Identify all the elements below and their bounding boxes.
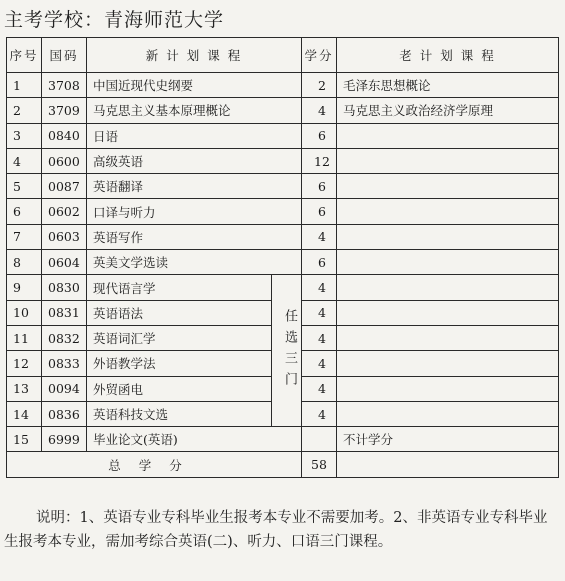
course-credit: 4 xyxy=(302,401,337,426)
elective-choose-three-label: 任选三门 xyxy=(272,275,302,427)
old-plan-course xyxy=(337,275,559,300)
table-row xyxy=(7,427,559,452)
course-credit: 4 xyxy=(302,376,337,401)
course-name: 英语科技文选 xyxy=(87,401,272,426)
table-body xyxy=(7,73,559,478)
course-code: 6999 xyxy=(42,427,87,452)
course-code: 0832 xyxy=(42,325,87,350)
old-plan-course xyxy=(337,351,559,376)
course-name: 英语语法 xyxy=(87,300,272,325)
row-number: 8 xyxy=(7,250,42,275)
row-number: 9 xyxy=(7,275,42,300)
row-number: 13 xyxy=(7,376,42,401)
row-number: 5 xyxy=(7,174,42,199)
total-old-empty xyxy=(337,452,559,477)
row-number: 6 xyxy=(7,199,42,224)
old-plan-course xyxy=(337,123,559,148)
row-number: 7 xyxy=(7,224,42,249)
col-header-new-course: 新 计 划 课 程 xyxy=(87,38,302,73)
course-code: 3708 xyxy=(42,73,87,98)
old-plan-course: 马克思主义政治经济学原理 xyxy=(337,98,559,123)
old-plan-course xyxy=(337,199,559,224)
course-code: 0602 xyxy=(42,199,87,224)
course-credit: 4 xyxy=(302,300,337,325)
old-plan-course: 不计学分 xyxy=(337,427,559,452)
course-credit: 12 xyxy=(302,148,337,173)
old-plan-course xyxy=(337,174,559,199)
course-name: 英语词汇学 xyxy=(87,325,272,350)
course-name: 英语翻译 xyxy=(87,174,302,199)
course-credit: 6 xyxy=(302,123,337,148)
course-code: 0600 xyxy=(42,148,87,173)
col-header-code: 国码 xyxy=(42,38,87,73)
row-number: 12 xyxy=(7,351,42,376)
course-name: 英语写作 xyxy=(87,224,302,249)
old-plan-course xyxy=(337,224,559,249)
course-code: 0833 xyxy=(42,351,87,376)
course-code: 0840 xyxy=(42,123,87,148)
page-heading: 主考学校：青海师范大学 xyxy=(4,9,225,31)
row-number: 3 xyxy=(7,123,42,148)
course-credit: 6 xyxy=(302,250,337,275)
table-row xyxy=(7,174,559,199)
course-credit: 4 xyxy=(302,351,337,376)
explanation-note: 说明：1、英语专业专科毕业生报考本专业不需要加考。2、非英语专业专科毕业生报考本专业，需加考综合英语(二)、听力、口语三门课程。 xyxy=(4,510,548,550)
course-code: 0094 xyxy=(42,376,87,401)
table-header-row xyxy=(7,38,559,73)
col-header-credit: 学分 xyxy=(302,38,337,73)
course-name: 外贸函电 xyxy=(87,376,272,401)
course-code: 0836 xyxy=(42,401,87,426)
course-credit: 2 xyxy=(302,73,337,98)
table-row xyxy=(7,98,559,123)
col-header-old-course: 老 计 划 课 程 xyxy=(337,38,559,73)
row-number: 10 xyxy=(7,300,42,325)
course-code: 0087 xyxy=(42,174,87,199)
row-number: 14 xyxy=(7,401,42,426)
table-row xyxy=(7,275,559,300)
col-header-no: 序号 xyxy=(7,38,42,73)
course-credit: 4 xyxy=(302,325,337,350)
course-code: 0603 xyxy=(42,224,87,249)
course-name: 中国近现代史纲要 xyxy=(87,73,302,98)
course-code: 0604 xyxy=(42,250,87,275)
course-credit: 6 xyxy=(302,174,337,199)
course-name: 日语 xyxy=(87,123,302,148)
row-number: 4 xyxy=(7,148,42,173)
course-name: 现代语言学 xyxy=(87,275,272,300)
row-number: 11 xyxy=(7,325,42,350)
row-number: 2 xyxy=(7,98,42,123)
course-name: 毕业论文(英语) xyxy=(87,427,302,452)
course-name: 英美文学选读 xyxy=(87,250,302,275)
table-row xyxy=(7,148,559,173)
old-plan-course xyxy=(337,401,559,426)
old-plan-course xyxy=(337,300,559,325)
old-plan-course xyxy=(337,148,559,173)
table-row xyxy=(7,199,559,224)
old-plan-course xyxy=(337,250,559,275)
old-plan-course: 毛泽东思想概论 xyxy=(337,73,559,98)
table-row xyxy=(7,73,559,98)
row-number: 15 xyxy=(7,427,42,452)
table-row xyxy=(7,123,559,148)
curriculum-table xyxy=(6,37,559,478)
course-credit xyxy=(302,427,337,452)
table-row xyxy=(7,224,559,249)
course-credit: 4 xyxy=(302,224,337,249)
course-code: 0831 xyxy=(42,300,87,325)
total-credits-label: 总学分 xyxy=(7,452,302,477)
table-row xyxy=(7,250,559,275)
course-name: 口译与听力 xyxy=(87,199,302,224)
total-credits-value: 58 xyxy=(302,452,337,477)
old-plan-course xyxy=(337,325,559,350)
row-number: 1 xyxy=(7,73,42,98)
old-plan-course xyxy=(337,376,559,401)
course-name: 高级英语 xyxy=(87,148,302,173)
course-code: 3709 xyxy=(42,98,87,123)
course-credit: 6 xyxy=(302,199,337,224)
course-name: 马克思主义基本原理概论 xyxy=(87,98,302,123)
course-name: 外语教学法 xyxy=(87,351,272,376)
total-row xyxy=(7,452,559,477)
course-code: 0830 xyxy=(42,275,87,300)
course-credit: 4 xyxy=(302,98,337,123)
course-credit: 4 xyxy=(302,275,337,300)
